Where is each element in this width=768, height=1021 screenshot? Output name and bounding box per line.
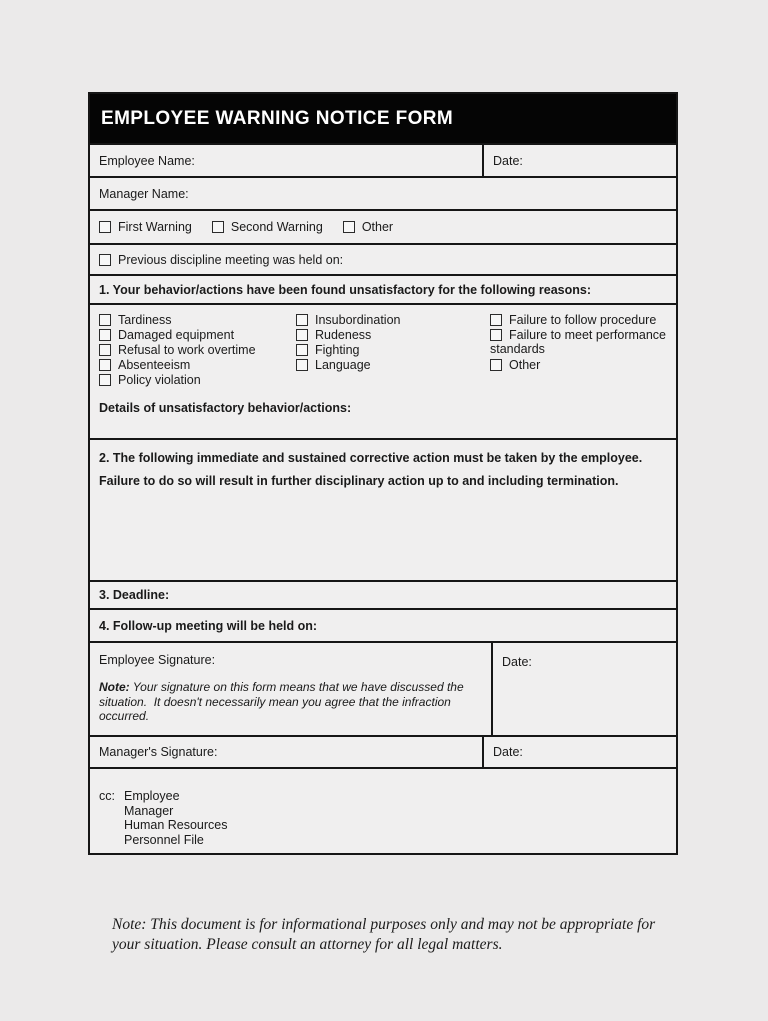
employee-warning-form [88,92,678,855]
reasons-column-2 [296,312,490,387]
manager-signature-date-label: Date: [493,745,523,759]
signature-note-text1: Your signature on this form means that we have discussed the [132,680,464,694]
reason-item-tardiness [99,312,296,327]
refusal-overtime-checkbox[interactable] [99,344,111,356]
manager-signature-date-cell [484,737,676,767]
date-field-top[interactable] [523,145,676,176]
signature-note-line2: situation. It doesn't necessarily mean you agree that the infraction [99,694,451,709]
absenteeism-checkbox[interactable] [99,359,111,371]
footer-disclaimer-line2: your situation. Please consult an attorney for all legal matters. [112,935,503,953]
row-section1-title [90,274,676,303]
reason-item-damaged-equipment [99,327,296,342]
absenteeism-label: Absenteeism [118,357,191,372]
date-label-top: Date: [493,153,523,168]
cc-item-human-resources: Human Resources [123,818,228,832]
row-section2 [90,438,676,580]
other-reason-label: Other [509,357,541,372]
section2-writein-area[interactable] [90,493,676,565]
failure-procedure-checkbox[interactable] [490,314,502,326]
reasons-columns [90,305,676,387]
form-title: EMPLOYEE WARNING NOTICE FORM [101,107,454,129]
footer-disclaimer [112,915,678,954]
section1-title: 1. Your behavior/actions have been found unsatisfactory for the following reasons: [99,282,591,297]
row-reasons [90,303,676,438]
followup-field[interactable] [317,610,676,641]
previous-meeting-checkbox[interactable] [99,254,111,266]
tardiness-label: Tardiness [118,312,172,327]
row-employee-signature [90,641,676,735]
reason-item-absenteeism [99,357,296,372]
row-warning-level [90,209,676,243]
section2-text [90,440,676,493]
employee-name-cell [90,145,484,176]
row-employee-name-date [90,143,676,176]
cc-item-manager: Manager [123,803,174,818]
refusal-overtime-label: Refusal to work overtime [118,342,256,357]
date-cell-top [484,145,676,176]
insubordination-checkbox[interactable] [296,314,308,326]
damaged-equipment-checkbox[interactable] [99,329,111,341]
row-followup [90,608,676,641]
employee-name-label: Employee Name: [99,153,195,168]
followup-label: 4. Follow-up meeting will be held on: [99,618,318,633]
rudeness-label: Rudeness [315,327,372,342]
row-manager-name [90,176,676,209]
reason-item-language [296,357,490,372]
other-warning-label: Other [361,220,394,234]
signature-note-line1 [99,680,491,695]
other-reason-checkbox[interactable] [490,359,502,371]
failure-performance-label: Failure to meet performance [509,327,667,342]
second-warning-checkbox[interactable] [212,221,224,233]
second-warning-label: Second Warning [230,220,323,234]
deadline-label: 3. Deadline: [99,588,170,602]
signature-note-prefix: Note: [99,680,130,694]
first-warning-checkbox[interactable] [99,221,111,233]
language-checkbox[interactable] [296,359,308,371]
employee-signature-cell [90,643,493,735]
first-warning-label: First Warning [118,220,192,234]
other-warning-checkbox[interactable] [343,221,355,233]
section2-line1: 2. The following immediate and sustained corrective action must be taken by the employee. [99,451,643,465]
signature-note-line3: occurred. [99,709,150,723]
policy-violation-label: Policy violation [118,372,201,387]
manager-name-label: Manager Name: [99,186,189,201]
rudeness-checkbox[interactable] [296,329,308,341]
policy-violation-checkbox[interactable] [99,374,111,386]
reasons-column-1 [99,312,296,387]
insubordination-label: Insubordination [315,312,401,327]
employee-signature-date-label: Date: [502,655,532,669]
reason-item-refusal-overtime [99,342,296,357]
manager-signature-date-field[interactable] [523,737,676,767]
cc-label: cc: [99,789,115,803]
footer-disclaimer-line1: Note: This document is for informational purposes only and may not be appropriate for [112,916,656,933]
details-label: Details of unsatisfactory behavior/actions: [99,401,352,415]
form-header-bar [90,94,676,143]
section2-line2: Failure to do so will result in further disciplinary action up to and including termination. [99,474,619,488]
reason-item-rudeness [296,327,490,342]
previous-meeting-label: Previous discipline meeting was held on: [118,252,344,267]
manager-signature-cell [90,737,484,767]
warning-option-other [343,220,393,234]
signature-note [99,680,491,724]
employee-signature-label: Employee Signature: [99,653,216,667]
failure-procedure-label: Failure to follow procedure [509,312,657,327]
manager-name-field[interactable] [189,178,676,209]
reason-item-failure-procedure [490,312,676,327]
fighting-checkbox[interactable] [296,344,308,356]
reason-item-failure-performance [490,327,676,342]
deadline-field[interactable] [169,582,676,608]
manager-signature-field[interactable] [217,737,482,767]
cc-items [124,789,228,847]
cc-item-employee: Employee [123,789,180,803]
row-previous-meeting [90,243,676,274]
reason-item-fighting [296,342,490,357]
cc-item-personnel-file: Personnel File [123,832,204,847]
warning-option-second [212,220,323,234]
reason-item-policy-violation [99,372,296,387]
failure-performance-wrap-label: standards [490,342,545,356]
reason-item-other [490,357,676,372]
employee-name-field[interactable] [195,145,482,176]
damaged-equipment-label: Damaged equipment [118,327,235,342]
cc-section [90,769,676,847]
row-deadline [90,580,676,608]
reasons-column-3 [490,312,676,387]
fighting-label: Fighting [315,342,360,357]
language-label: Language [315,357,371,372]
manager-signature-label: Manager's Signature: [99,745,218,759]
previous-meeting-item [99,253,343,267]
warning-option-first [99,220,192,234]
employee-signature-date-cell [493,643,685,735]
previous-meeting-date-field[interactable] [343,245,676,274]
row-manager-signature [90,735,676,767]
row-cc [90,767,676,853]
reason-item-insubordination [296,312,490,327]
failure-performance-checkbox[interactable] [490,329,502,341]
tardiness-checkbox[interactable] [99,314,111,326]
